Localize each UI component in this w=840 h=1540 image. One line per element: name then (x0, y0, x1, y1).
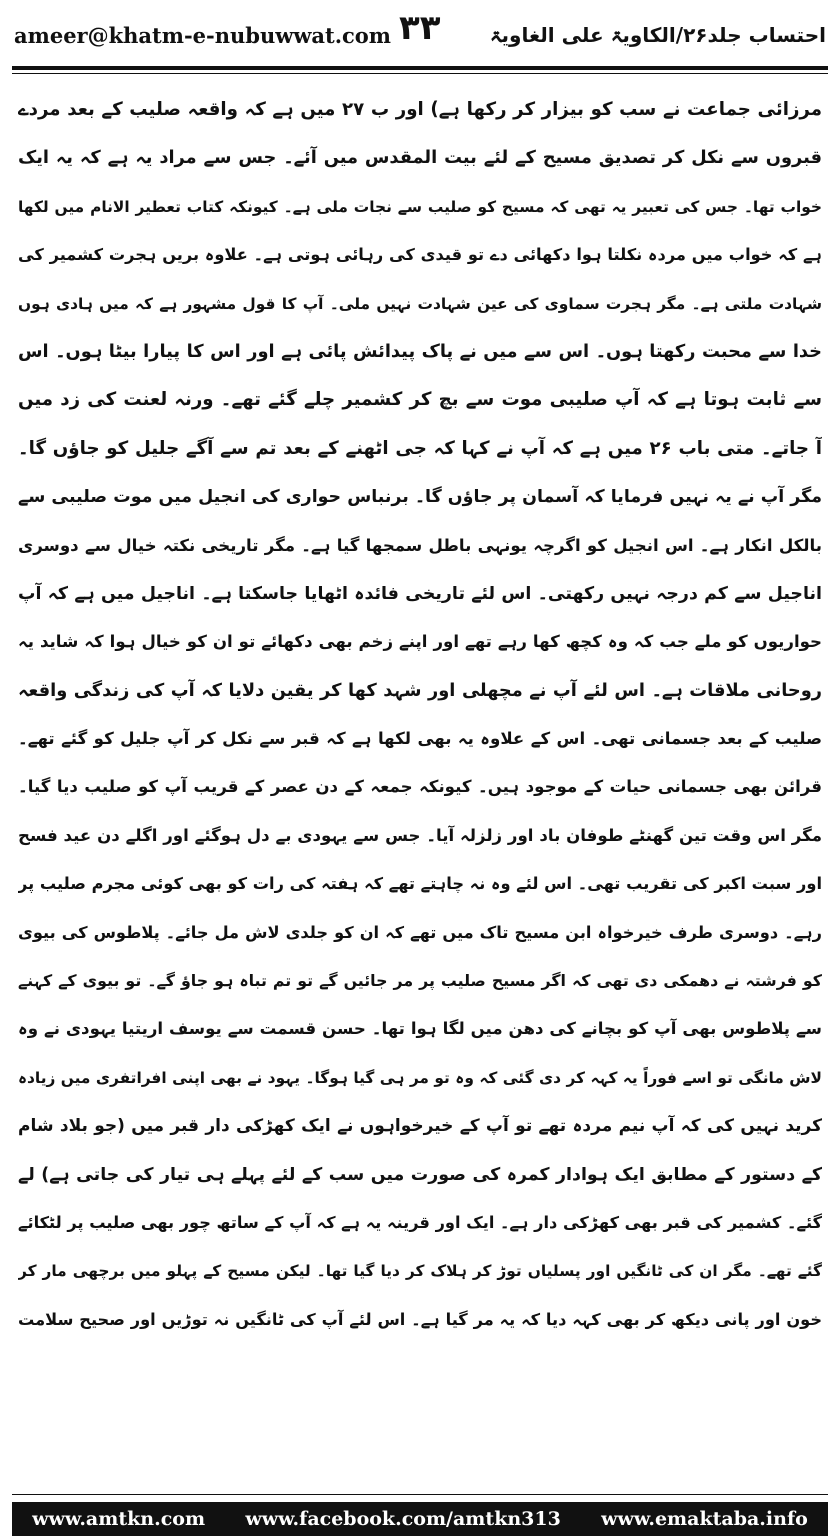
text-line: لاش مانگی تو اسے فوراً یہ کہہ کر دی گئی کہ وہ تو مر ہی گیا ہوگا۔ یہود نے بھی اپنی افراتفری میں زیادہ (18, 1068, 822, 1087)
text-line: کے دستور کے مطابق ایک ہوادار کمرہ کی صورت میں سب کے لئے پہلے ہی تیار کی جاتی ہے) لے (18, 1164, 822, 1185)
footer-divider-thin (12, 1494, 828, 1495)
book-title: احتساب جلد۲۶/الکاویۃ علی الغاویۃ (489, 23, 826, 47)
text-line: رہے۔ دوسری طرف خیرخواہ ابن مسیح تاک میں تھے کہ ان کو جلدی لاش مل جائے۔ پلاطوس کی بیوی (18, 922, 822, 942)
text-line: خدا سے محبت رکھتا ہوں۔ اس سے میں نے پاک پیدائش پائی ہے اور اس کا پیارا بیٹا ہوں۔ اس (18, 340, 822, 362)
text-line: مگر آپ نے یہ نہیں فرمایا کہ آسمان پر جاؤں گا۔ برنباس حواری کی انجیل میں موت صلیبی سے (18, 487, 822, 508)
text-line: سے ثابت ہوتا ہے کہ آپ صلیبی موت سے بچ کر کشمیر چلے گئے تھے۔ ورنہ لعنت کی زد میں (18, 389, 822, 411)
text-line: گئے تھے۔ مگر ان کی ٹانگیں اور پسلیاں توڑ کر ہلاک کر دیا گیا تھا۔ لیکن مسیح کے پہلو میں برچھی مار کر (18, 1262, 822, 1281)
footer-link-amtkn[interactable]: www.amtkn.com (32, 1508, 206, 1530)
text-line: کو فرشتہ نے دھمکی دی تھی کہ اگر مسیح صلیب پر مر جائیں گے تو تم تباہ ہو جاؤ گے۔ تو بیوی کے کہنے (18, 971, 822, 991)
text-line: اور سبت اکبر کی تقریب تھی۔ اس لئے وہ نہ چاہتے تھے کہ ہفتہ کی رات کو بھی کوئی مجرم صلیب پر (18, 874, 822, 894)
page-footer (12, 1502, 828, 1536)
text-line: ہے کہ خواب میں مردہ نکلتا ہوا دکھائی دے تو قیدی کی رہائی ہوتی ہے۔ علاوہ بریں ہجرت کشمیر کی (18, 245, 822, 265)
text-line: صلیب کے بعد جسمانی تھی۔ اس کے علاوہ یہ بھی لکھا ہے کہ قبر سے نکل کر آپ جلیل کو گئے تھے۔ (18, 729, 822, 749)
text-line: مگر اس وقت تین گھنٹے طوفان باد اور زلزلہ آیا۔ جس سے یہودی بے دل ہوگئے اور اگلے دن عید فسح (18, 825, 822, 845)
text-line: سے پلاطوس بھی آپ کو بچانے کی دھن میں لگا ہوا تھا۔ حسن قسمت سے یوسف اریتیا یہودی نے وہ (18, 1019, 822, 1039)
text-line: مرزائی جماعت نے سب کو بیزار کر رکھا ہے) اور ب ۲۷ میں ہے کہ واقعہ صلیب کے بعد مردے (18, 99, 822, 120)
page-number: ۳۳ (399, 8, 441, 48)
body-text (18, 86, 822, 1344)
page-header (14, 8, 826, 62)
text-line: اناجیل سے کم درجہ نہیں رکھتی۔ اس لئے تاریخی فائدہ اٹھایا جاسکتا ہے۔ اناجیل میں ہے کہ آپ (18, 583, 822, 604)
text-line: گئے۔ کشمیر کی قبر بھی کھڑکی دار ہے۔ ایک اور قرینہ یہ ہے کہ آپ کے ساتھ چور بھی صلیب پر لٹکائے (18, 1212, 822, 1232)
header-divider-thick (12, 66, 828, 70)
header-email: ameer@khatm-e-nubuwwat.com (14, 22, 392, 48)
text-line: خون اور پانی دیکھ کر بھی کہہ دیا کہ یہ مر گیا ہے۔ اس لئے آپ کی ٹانگیں نہ توڑیں اور صحیح سلامت (18, 1309, 822, 1329)
text-line: خواب تھا۔ جس کی تعبیر یہ تھی کہ مسیح کو صلیب سے نجات ملی ہے۔ کیونکہ کتاب تعطیر الانام میں لکھا (18, 197, 822, 216)
text-line: روحانی ملاقات ہے۔ اس لئے آپ نے مچھلی اور شہد کھا کر یقین دلایا کہ آپ کی زندگی واقعہ (18, 679, 822, 701)
text-line: قرائن بھی جسمانی حیات کے موجود ہیں۔ کیونکہ جمعہ کے دن عصر کے قریب آپ کو صلیب دیا گیا۔ (18, 777, 822, 797)
header-divider-thin (12, 73, 828, 74)
text-line: حواریوں کو ملے جب کہ وہ کچھ کھا رہے تھے اور اپنے زخم بھی دکھائے تو ان کو خیال ہوا کہ شاید یہ (18, 632, 822, 652)
text-line: کرید نہیں کی کہ آپ نیم مردہ تھے تو آپ کے خیرخواہوں نے ایک کھڑکی دار قبر میں (جو بلاد شام (18, 1116, 822, 1137)
text-line: قبروں سے نکل کر تصدیق مسیح کے لئے بیت المقدس میں آئے۔ جس سے مراد یہ ہے کہ یہ ایک (18, 147, 822, 169)
text-line: شہادت ملتی ہے۔ مگر ہجرت سماوی کی عین شہادت نہیں ملی۔ آپ کا قول مشہور ہے کہ میں ہادی ہوں (18, 294, 822, 313)
text-line: آ جاتے۔ متی باب ۲۶ میں ہے کہ آپ نے کہا کہ جی اٹھنے کے بعد تم سے آگے جلیل کو جاؤں گا۔ (18, 437, 822, 459)
footer-link-facebook[interactable]: www.facebook.com/amtkn313 (245, 1508, 561, 1530)
footer-link-emaktaba[interactable]: www.emaktaba.info (601, 1508, 808, 1530)
text-line: بالکل انکار ہے۔ اس انجیل کو اگرچہ یونہی باطل سمجھا گیا ہے۔ مگر تاریخی نکتہ خیال سے دوسری (18, 535, 822, 555)
